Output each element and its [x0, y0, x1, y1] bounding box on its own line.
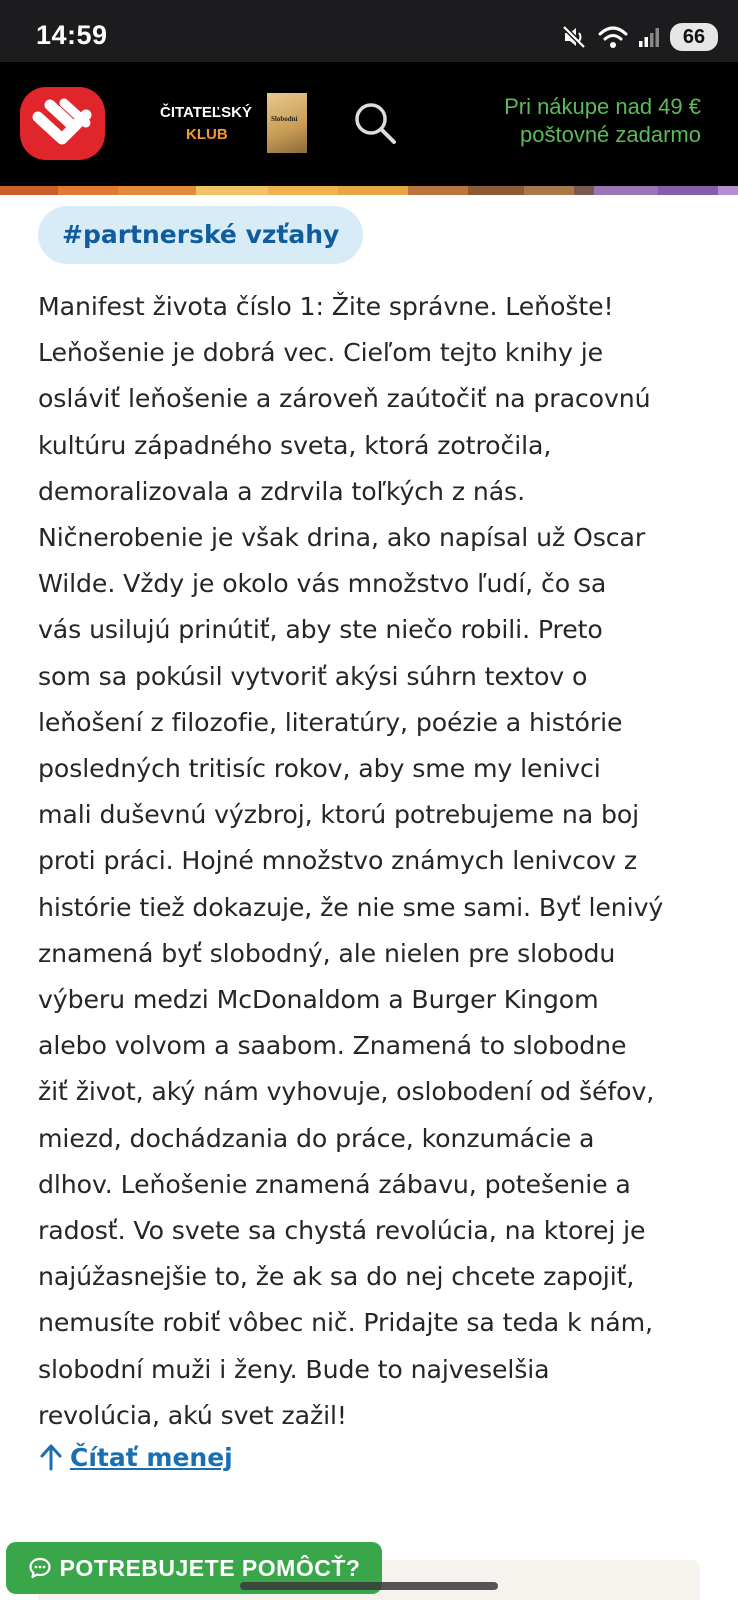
- description-line: slobodní muži i ženy. Bude to najveselšia: [38, 1354, 550, 1384]
- description-line: histórie tiež dokazuje, že nie sme sami. Byť lenivý: [38, 892, 664, 922]
- reader-club-link[interactable]: [160, 102, 252, 146]
- read-less-label: Čítať menej: [70, 1442, 233, 1472]
- status-icons: [562, 22, 718, 52]
- description-line: revolúcia, akú svet zažil!: [38, 1400, 347, 1430]
- signal-icon: [638, 26, 660, 48]
- description-line: dlhov. Leňošenie znamená zábavu, potešenie a: [38, 1169, 631, 1199]
- description-line: Manifest života číslo 1: Žite správne. Leňošte!: [38, 292, 614, 321]
- description-line: leňošení z filozofie, literatúry, poézie a histórie: [38, 707, 623, 737]
- description-line: kultúru západného sveta, ktorá zotročila,: [38, 430, 552, 460]
- site-header: [0, 62, 738, 186]
- martinus-heart-logo[interactable]: [20, 87, 105, 160]
- club-book-thumbnail[interactable]: [267, 93, 307, 153]
- description-line: posledných tritisíc rokov, aby sme my lenivci: [38, 754, 601, 784]
- promo-line-2: poštovné zadarmo: [520, 122, 701, 147]
- status-bar: [0, 0, 738, 62]
- description-line: mali duševnú výzbroj, ktorú potrebujeme na boj: [38, 800, 640, 830]
- club-title: ČITATEĽSKÝ: [160, 104, 252, 121]
- free-shipping-promo: [504, 93, 701, 149]
- read-less-link[interactable]: [38, 1442, 233, 1472]
- category-tag[interactable]: #partnerské vzťahy: [38, 206, 363, 264]
- book-description: [38, 284, 710, 1439]
- description-line: alebo volvom a saabom. Znamená to slobodne: [38, 1031, 627, 1061]
- chat-bubble-icon: [28, 1556, 52, 1580]
- promo-line-1: Pri nákupe nad 49 €: [504, 94, 701, 119]
- home-indicator[interactable]: [240, 1582, 498, 1590]
- search-button[interactable]: [352, 100, 398, 146]
- description-line: radosť. Vo svete sa chystá revolúcia, na ktorej je: [38, 1216, 646, 1246]
- description-line: nemusíte robiť vôbec nič. Pridajte sa teda k nám,: [38, 1308, 653, 1338]
- description-line: vás usilujú prinútiť, aby ste niečo robili. Preto: [38, 615, 603, 645]
- book-thumb-title: Slobodní: [271, 115, 298, 123]
- description-line: demoralizovala a zdrvila toľkých z nás.: [38, 476, 525, 506]
- wifi-icon: [598, 25, 628, 49]
- search-icon: [352, 100, 398, 146]
- description-line: žiť život, aký nám vyhovuje, oslobodení od šéfov,: [38, 1077, 655, 1107]
- status-time: 14:59: [36, 20, 108, 50]
- club-subtitle: KLUB: [186, 126, 228, 143]
- arrow-up-icon: [38, 1442, 64, 1472]
- description-line: Ničnerobenie je však drina, ako napísal už Oscar: [38, 523, 646, 553]
- header-color-stripe: [0, 186, 738, 195]
- description-line: osláviť leňošenie a zároveň zaútočiť na pracovnú: [38, 384, 651, 414]
- description-line: miezd, dochádzania do práce, konzumácie a: [38, 1123, 595, 1153]
- description-line: najúžasnejšie to, že ak sa do nej chcete zapojiť,: [38, 1262, 635, 1292]
- description-line: proti práci. Hojné množstvo známych lenivcov z: [38, 846, 638, 876]
- description-line: znamená byť slobodný, ale nielen pre slobodu: [38, 938, 616, 968]
- help-label: POTREBUJETE POMÔCŤ?: [59, 1554, 361, 1581]
- description-line: Wilde. Vždy je okolo vás množstvo ľudí, čo sa: [38, 569, 607, 599]
- description-line: Leňošenie je dobrá vec. Cieľom tejto knihy je: [38, 338, 604, 368]
- mute-icon: [562, 25, 588, 49]
- description-line: som sa pokúsil vytvoriť akýsi súhrn textov o: [38, 661, 588, 691]
- battery-icon: 66: [670, 23, 718, 51]
- description-line: výberu medzi McDonaldom a Burger Kingom: [38, 985, 599, 1015]
